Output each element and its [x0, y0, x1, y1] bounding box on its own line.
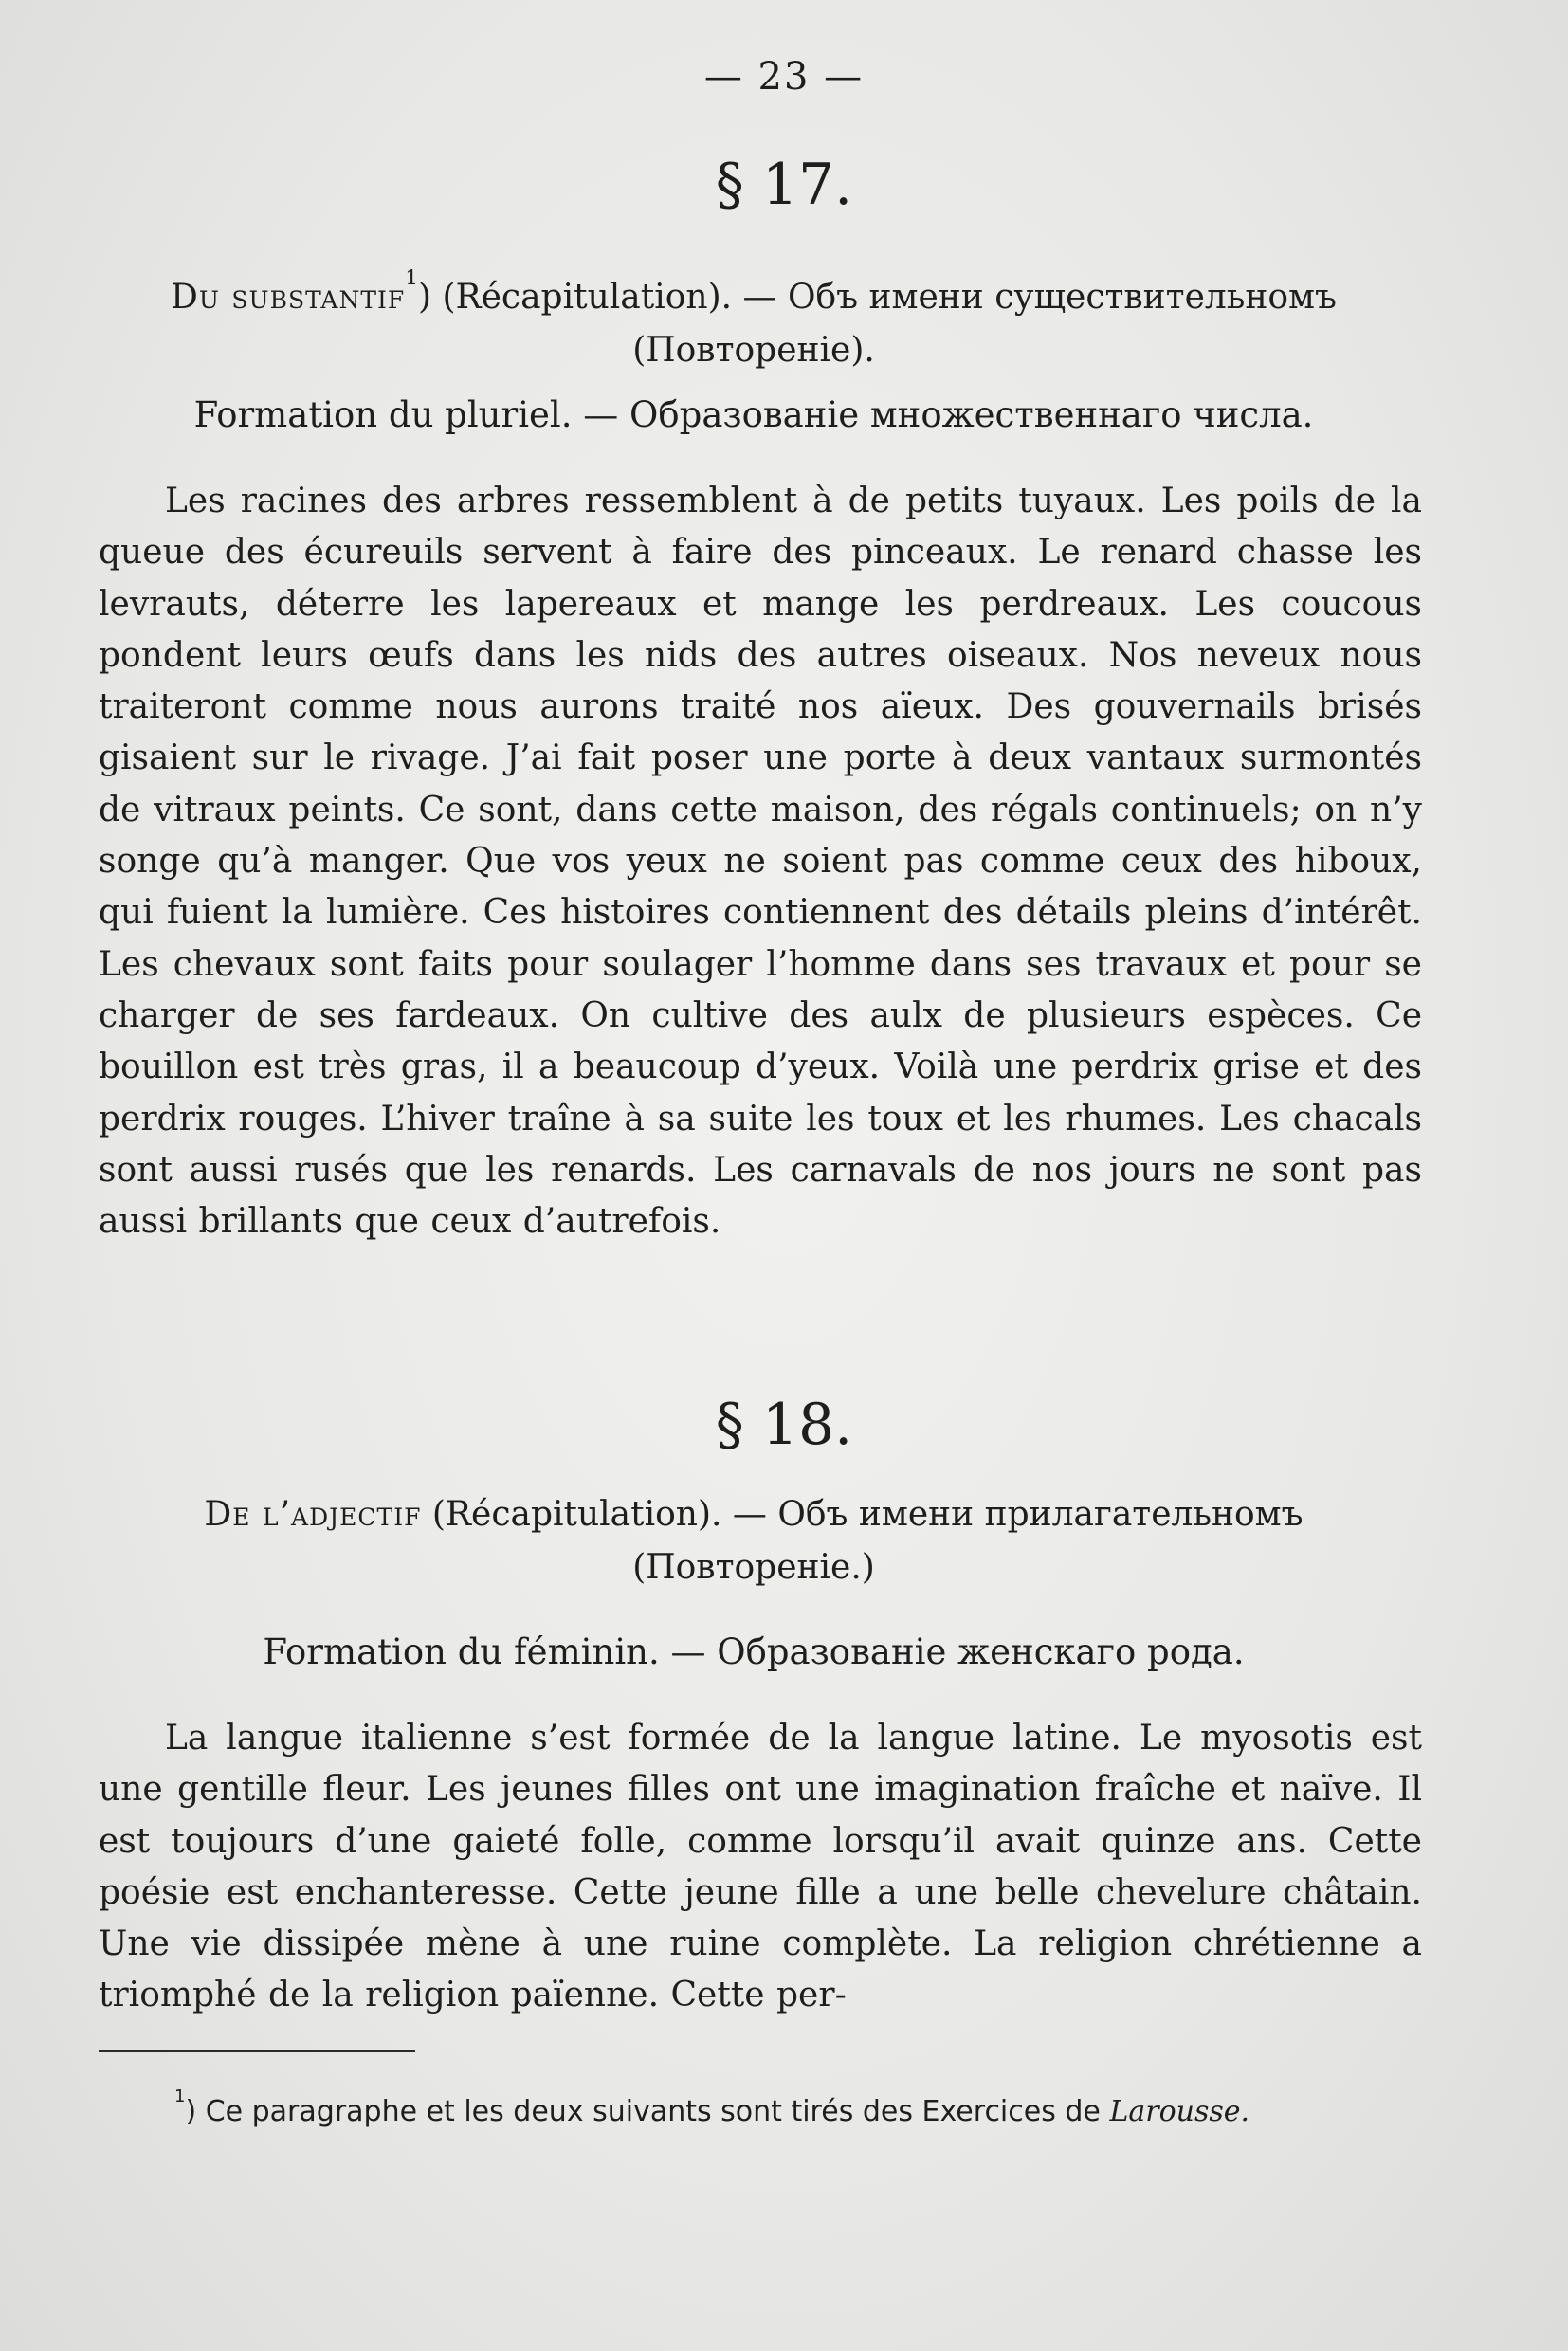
- section-18-number: § 18.: [715, 1392, 853, 1458]
- section-17-heading: [95, 252, 1413, 377]
- footnote-text: ) Ce paragraphe et les deux suivants sont tirés des Exercices de: [185, 2094, 1110, 2128]
- footnote-source: Larousse.: [1109, 2094, 1250, 2128]
- footnote-divider: [99, 2050, 415, 2052]
- section-18-heading-line1: [95, 1488, 1413, 1541]
- section-18-heading-line2: (Повтореніе.): [632, 1548, 875, 1587]
- section-17-heading-line1: [95, 252, 1413, 324]
- section-17-subheading: Formation du pluriel. — Образованіе множественнаго числа.: [193, 394, 1314, 435]
- section-17-text: Les racines des arbres ressemblent à de petits tuyaux. Les poils de la queue des écureuils servent à faire des pinceaux. Le renard chasse les levrauts, déterre les lapereaux et mange les perdreaux. Les coucous pondent leurs œufs dans les nids des autres oiseaux. Nos neveux nous traiteront comme nous aurons traité nos aïeux. Des gouvernails brisés gisaient sur le rivage. J’ai fait poser une porte à deux vantaux surmontés de vitraux peints. Ce sont, dans cette maison, des régals continuels; on n’y songe qu’à manger. Que vos yeux ne soient pas comme ceux des hiboux, qui fuient la lumière. Ces histoires contiennent des détails pleins d’intérêt. Les chevaux sont faits pour soulager l’homme dans ses travaux et pour se charger de ses fardeaux. On cultive des aulx de plusieurs espèces. Ce bouillon est très gras, il a beaucoup d’yeux. Voilà une perdrix grise et des perdrix rouges. L’hiver traîne à sa suite les toux et les rhumes. Les chacals sont aussi rusés que les renards. Les carnavals de nos jours ne sont pas aussi brillants que ceux d’autrefois.: [99, 482, 1422, 1242]
- footnote-ref: 1: [405, 266, 418, 290]
- page-number: — 23 —: [703, 55, 865, 99]
- section-18-subheading: Formation du féminin. — Образованіе женскаго рода.: [263, 1631, 1245, 1672]
- heading-rest: (Récapitulation). — Объ имени прилагательномъ: [421, 1495, 1304, 1534]
- section-18-text: La langue italienne s’est formée de la langue latine. Le myosotis est une gentille fleur. Les jeunes filles ont une imagination fraîche et naïve. Il est toujours d’une gaieté folle, comme lorsqu’il avait quinze ans. Cette poésie est enchanteresse. Cette jeune fille a une belle chevelure châtain. Une vie dissipée mène à une ruine complète. La religion chrétienne a triomphé de la religion païenne. Cette per-: [99, 1719, 1422, 2015]
- section-17-heading-line2: (Повтореніе).: [632, 331, 875, 371]
- footnote: [174, 2076, 1435, 2133]
- footnote-marker: 1: [174, 2087, 186, 2106]
- heading-term: De l’adjectif: [204, 1495, 422, 1534]
- section-18-body: [99, 1713, 1422, 2022]
- heading-term: Du substantif: [171, 278, 406, 318]
- section-17-number: § 17.: [715, 152, 853, 218]
- heading-rest: ) (Récapitulation). — Объ имени существительномъ: [417, 278, 1337, 318]
- section-18-heading: [95, 1488, 1413, 1595]
- section-17-body: [99, 476, 1422, 1248]
